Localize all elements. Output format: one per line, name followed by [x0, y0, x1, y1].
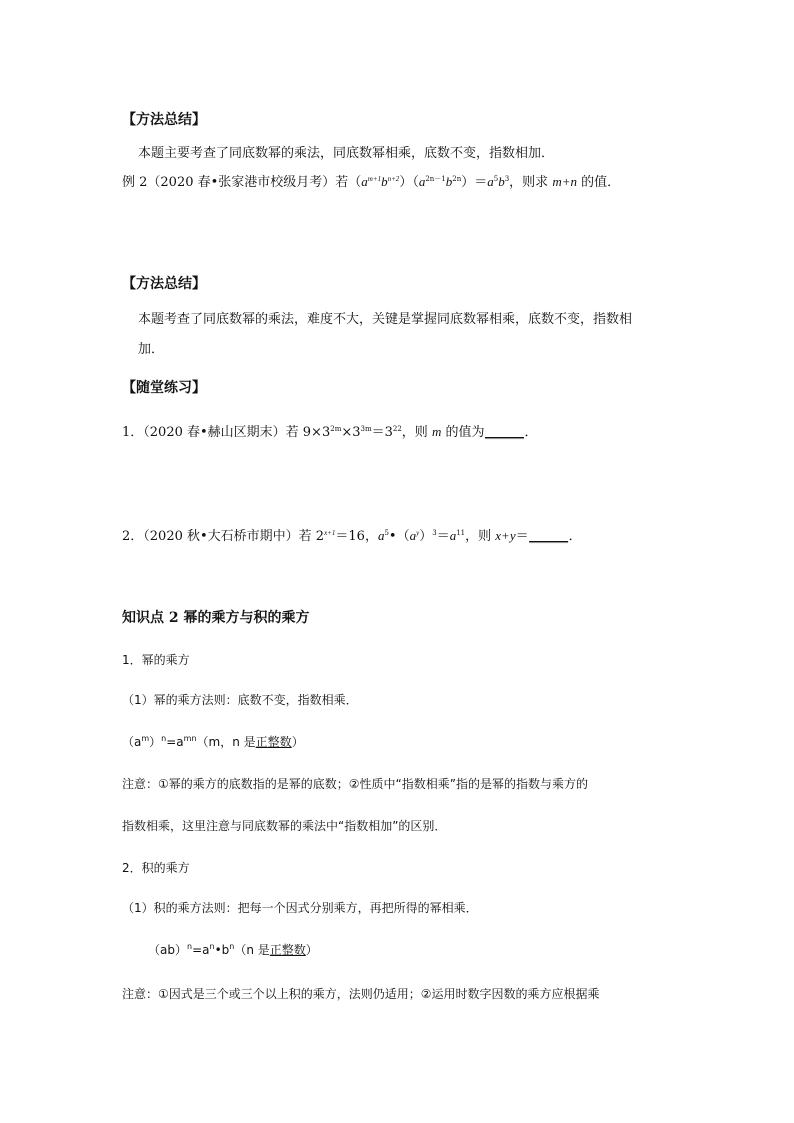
note-2-line-1: 注意：①因式是三个或三个以上积的乘方，法则仍适用；②运用时数字因数的乘方应根据乘	[122, 987, 600, 1001]
example-2: 例 2（2020 春•张家港市校级月考）若$(a^{m+1}b^{n+2})(a^{2n-1}b^{2n})=a^5b^3$，则求 m+n 的值．	[122, 174, 621, 190]
subsection-power-of-product: 2．积的乘方	[122, 861, 190, 875]
practice-question-1: 1．（2020 春•赫山区期末）若 $9\times 3^{2m}\times 3^{3m}=3^{22}$，则 m 的值为______．	[122, 424, 538, 440]
answer-blank-1[interactable]: ______	[485, 425, 524, 440]
method-summary-heading-2: 【方法总结】	[122, 276, 206, 292]
knowledge-point-2-title: 知识点 2 幂的乘方与积的乘方	[122, 610, 310, 626]
rule-power-of-power: （1）幂的乘方法则：底数不变，指数相乘．	[122, 693, 358, 707]
rule-power-of-product: （1）积的乘方法则：把每一个因式分别乘方，再把所得的幂相乘．	[122, 901, 478, 915]
method-summary-heading-1: 【方法总结】	[122, 112, 206, 128]
note-1-line-2: 指数相乘，这里注意与同底数幂的乘法中“指数相加”的区别．	[122, 819, 447, 833]
formula-power-of-power: $(a^m)^n=a^{mn}(m$，n 是正整数）	[122, 734, 304, 749]
practice-question-2: 2．（2020 秋•大石桥市期中）若 $2^{x+1}=16$，$a^5•(a^y)^3=a^{11}$，则 x+y＝______．	[122, 528, 582, 544]
formula-power-of-product: $(ab)^n=a^n•b^n(n$ 是正整数）	[148, 942, 318, 957]
practice-heading: 【随堂练习】	[122, 380, 206, 396]
method-summary-text-2-line2: 加．	[138, 342, 165, 357]
method-summary-text-1: 本题主要考查了同底数幂的乘法，同底数幂相乘，底数不变，指数相加．	[138, 146, 555, 161]
method-summary-text-2-line1: 本题考查了同底数幂的乘法，难度不大，关键是掌握同底数幂相乘，底数不变，指数相	[138, 312, 633, 327]
subsection-power-of-power: 1．幂的乘方	[122, 653, 190, 667]
note-1-line-1: 注意：①幂的乘方的底数指的是幂的底数；②性质中“指数相乘”指的是幂的指数与乘方的	[122, 777, 588, 791]
answer-blank-2[interactable]: ______	[529, 529, 569, 544]
